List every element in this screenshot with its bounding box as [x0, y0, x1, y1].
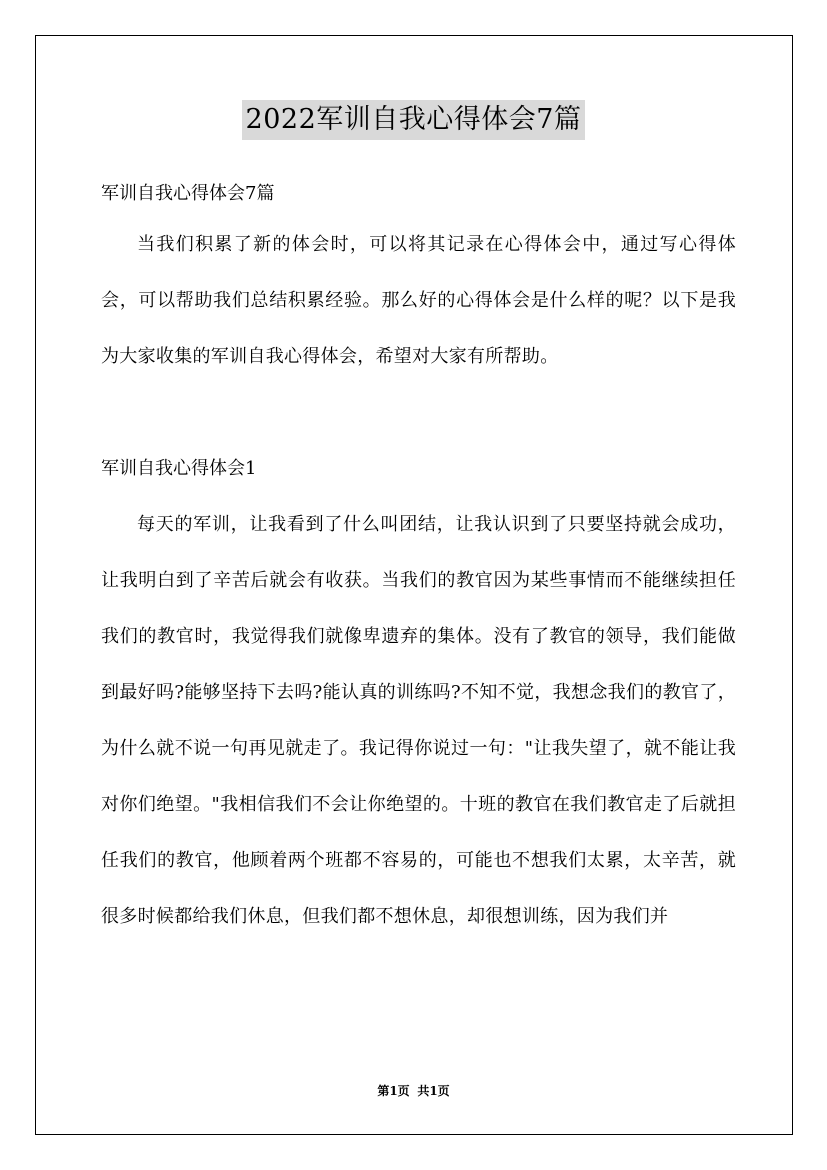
section-1-heading: 军训自我心得体会1	[101, 458, 257, 479]
document-title: 2022军训自我心得体会7篇	[242, 100, 586, 140]
title-container	[0, 100, 827, 140]
section-1-paragraph: 每天的军训，让我看到了什么叫团结，让我认识到了只要坚持就会成功，让我明白到了辛苦后就会有收获。当我们的教官因为某些事情而不能继续担任我们的教官时，我觉得我们就像卑遗弃的集体。没有了教官的领导，我们能做到最好吗?能够坚持下去吗?能认真的训练吗?不知不觉，我想念我们的教官了，为什么就不说一句再见就走了。我记得你说过一句："让我失望了，就不能让我对你们绝望。"我相信我们不会让你绝望的。十班的教官在我们教官走了后就担任我们的教官，他顾着两个班都不容易的，可能也不想我们太累，太辛苦，就很多时候都给我们休息，但我们都不想休息，却很想训练，因为我们并	[101, 514, 736, 927]
page-footer	[0, 1082, 827, 1100]
document-subtitle: 军训自我心得体会7篇	[101, 183, 275, 204]
section-spacer	[101, 385, 736, 441]
page-number: 第1页	[377, 1084, 410, 1098]
intro-paragraph: 当我们积累了新的体会时，可以将其记录在心得体会中，通过写心得体会，可以帮助我们总结积累经验。那么好的心得体会是什么样的呢？以下是我为大家收集的军训自我心得体会，希望对大家有所帮助。	[101, 234, 736, 367]
document-body	[101, 171, 736, 945]
page-total: 共1页	[417, 1084, 450, 1098]
